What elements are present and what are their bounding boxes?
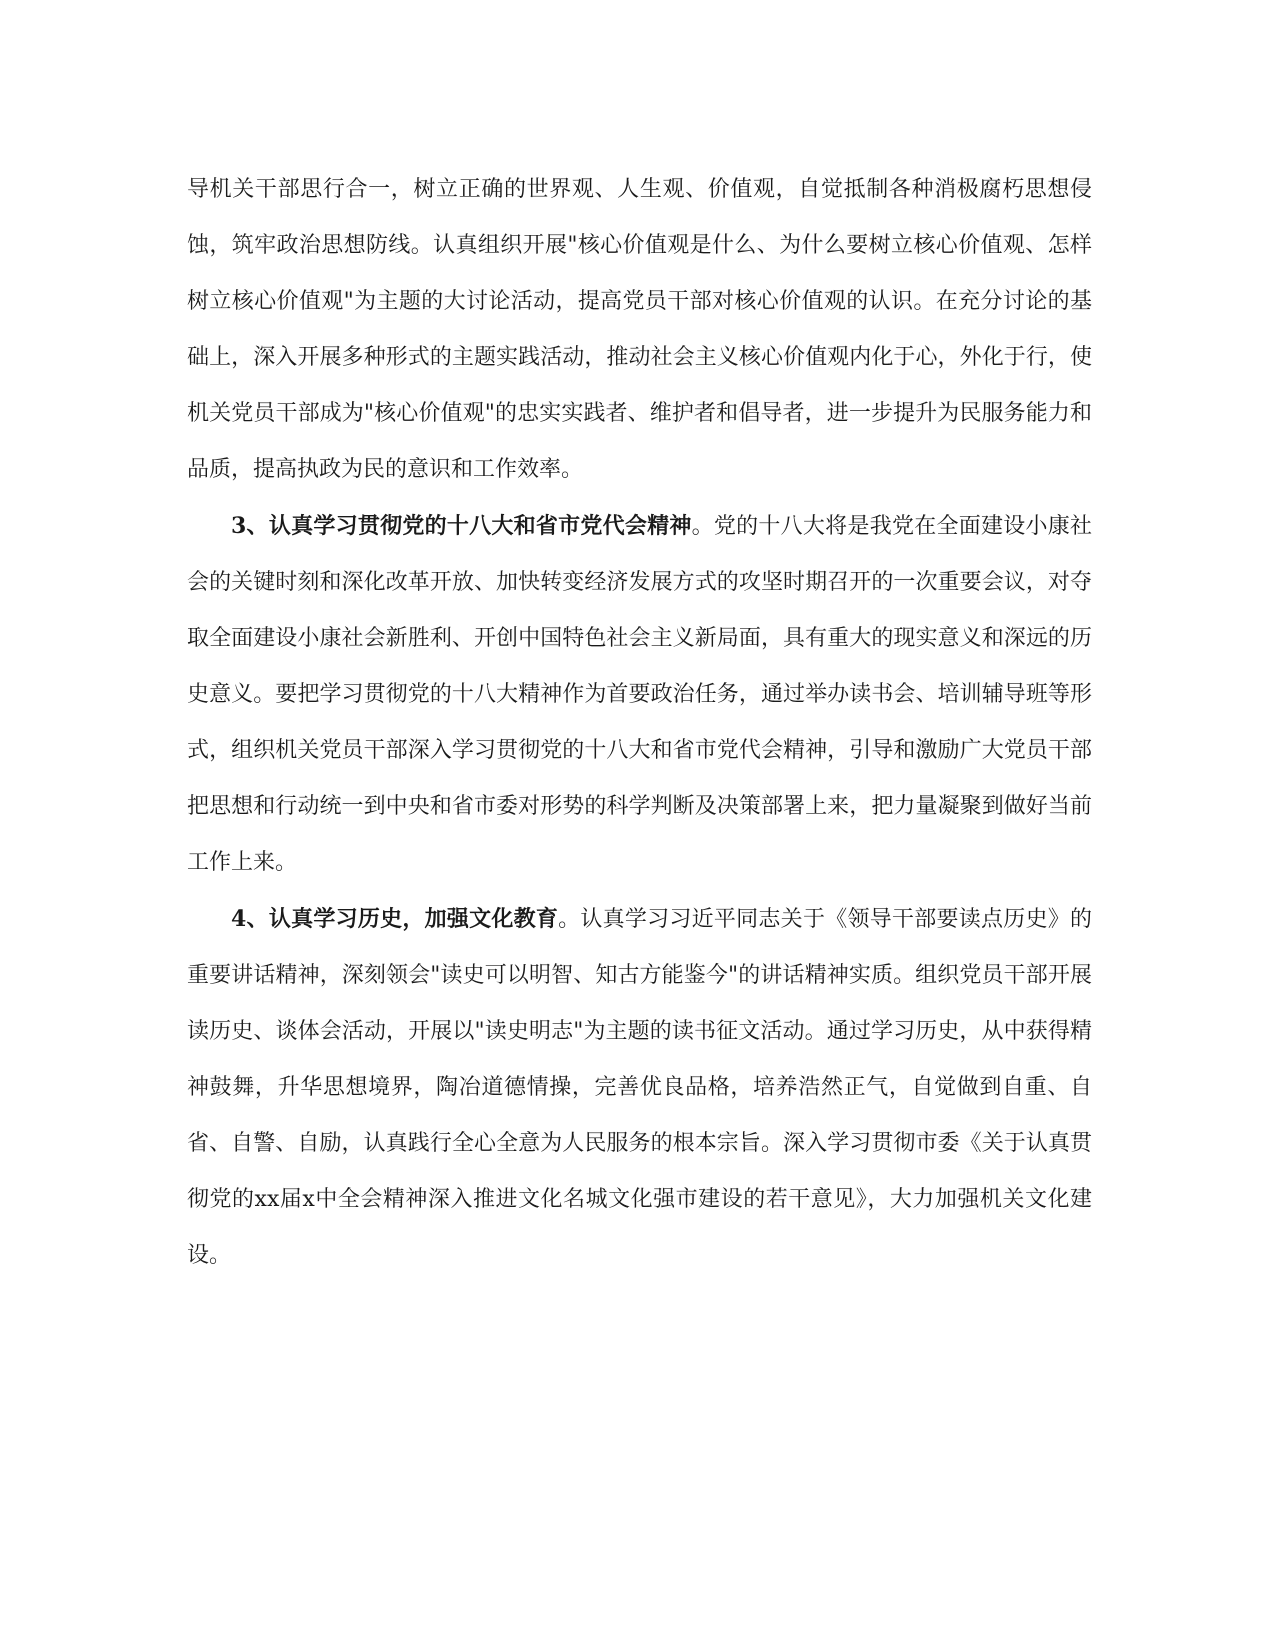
- section-4-body: 。认真学习习近平同志关于《领导干部要读点历史》的重要讲话精神，深刻领会"读史可以明智、知古方能鉴今"的讲话精神实质。组织党员干部开展读历史、谈体会活动，开展以"读史明志"为主题的读书征文活动。通过学习历史，从中获得精神鼓舞，升华思想境界，陶冶道德情操，完善优良品格，培养浩然正气，自觉做到自重、自省、自警、自励，认真践行全心全意为人民服务的根本宗旨。深入学习贯彻市委《关于认真贯彻党的xx届x中全会精神深入推进文化名城文化强市建设的若干意见》，大力加强机关文化建设。: [187, 907, 1092, 1268]
- section-3-heading: 3、认真学习贯彻党的十八大和省市党代会精神: [231, 513, 692, 539]
- section-3-paragraph: [187, 498, 1092, 891]
- document-page: [187, 162, 1092, 1284]
- section-3-body: 。党的十八大将是我党在全面建设小康社会的关键时刻和深化改革开放、加快转变经济发展方式的攻坚时期召开的一次重要会议，对夺取全面建设小康社会新胜利、开创中国特色社会主义新局面，具有重大的现实意义和深远的历史意义。要把学习贯彻党的十八大精神作为首要政治任务，通过举办读书会、培训辅导班等形式，组织机关党员干部深入学习贯彻党的十八大和省市党代会精神，引导和激励广大党员干部把思想和行动统一到中央和省市委对形势的科学判断及决策部署上来，把力量凝聚到做好当前工作上来。: [187, 514, 1092, 875]
- section-4-heading: 4、认真学习历史，加强文化教育: [231, 906, 559, 932]
- body-paragraph: 导机关干部思行合一，树立正确的世界观、人生观、价值观，自觉抵制各种消极腐朽思想侵蚀，筑牢政治思想防线。认真组织开展"核心价值观是什么、为什么要树立核心价值观、怎样树立核心价值观"为主题的大讨论活动，提高党员干部对核心价值观的认识。在充分讨论的基础上，深入开展多种形式的主题实践活动，推动社会主义核心价值观内化于心，外化于行，使机关党员干部成为"核心价值观"的忠实实践者、维护者和倡导者，进一步提升为民服务能力和品质，提高执政为民的意识和工作效率。: [187, 177, 1092, 482]
- section-4-paragraph: [187, 891, 1092, 1284]
